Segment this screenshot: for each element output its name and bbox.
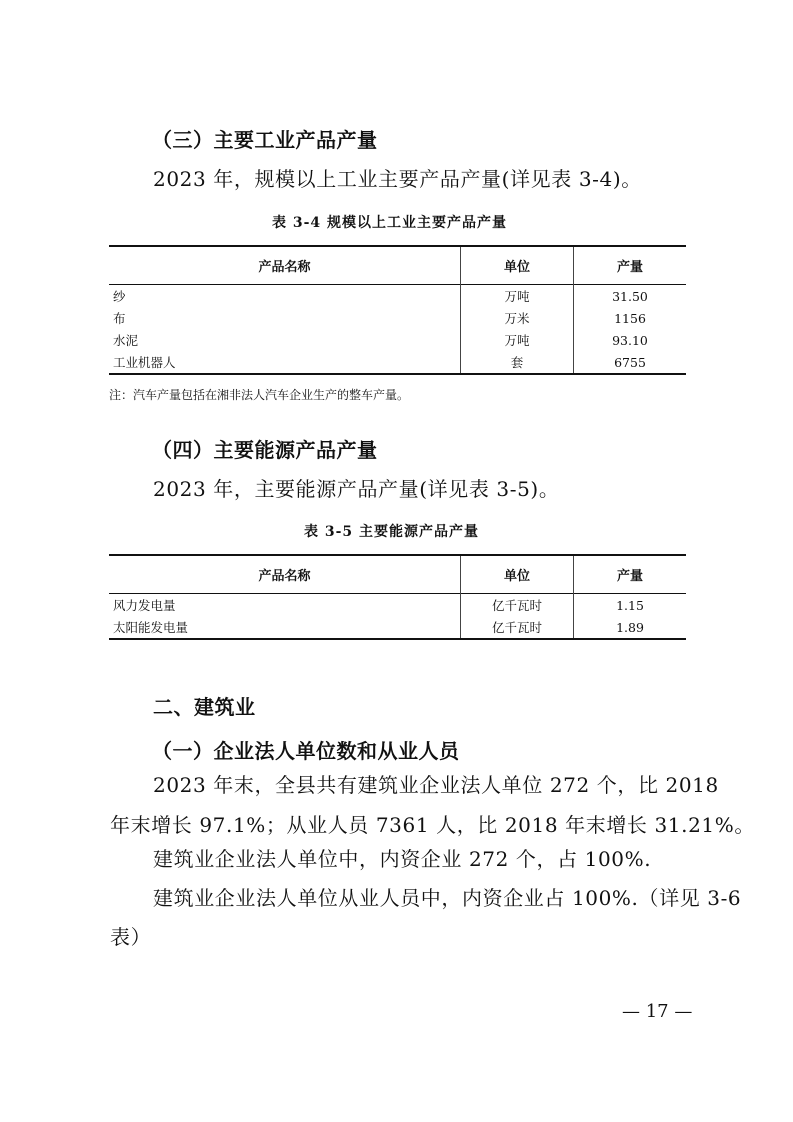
page-number: — 17 — bbox=[622, 1001, 693, 1022]
cell-output: 31.50 bbox=[612, 288, 648, 304]
cell-product-name: 布 bbox=[109, 307, 461, 329]
table-header-row bbox=[109, 555, 686, 594]
header-product-name: 产品名称 bbox=[109, 555, 461, 594]
table-row bbox=[109, 616, 686, 639]
construction-paragraph-3-line-1: 建筑业企业法人单位从业人员中，内资企业占 100%.（详见 3-6 bbox=[153, 886, 742, 910]
cell-product-name: 太阳能发电量 bbox=[109, 616, 461, 639]
table-row bbox=[109, 307, 686, 329]
energy-products-paragraph: 2023 年，主要能源产品产量(详见表 3-5)。 bbox=[153, 477, 560, 501]
part-heading-construction: 二、建筑业 bbox=[153, 695, 256, 719]
section-heading-enterprises-employees: （一）企业法人单位数和从业人员 bbox=[152, 739, 460, 763]
header-output: 产量 bbox=[616, 260, 643, 275]
cell-unit: 万米 bbox=[461, 307, 574, 329]
cell-product-name: 工业机器人 bbox=[109, 351, 461, 374]
cell-output: 1156 bbox=[614, 310, 646, 326]
table-header-row bbox=[109, 246, 686, 285]
construction-paragraph-3-line-2: 表） bbox=[110, 925, 152, 949]
construction-paragraph-2: 建筑业企业法人单位中，内资企业 272 个，占 100%. bbox=[153, 847, 652, 871]
construction-paragraph-1-line-1: 2023 年末，全县共有建筑业企业法人单位 272 个，比 2018 bbox=[153, 773, 719, 797]
cell-output: 93.10 bbox=[612, 332, 648, 348]
section-heading-energy-products: （四）主要能源产品产量 bbox=[152, 438, 378, 462]
cell-output: 6755 bbox=[614, 354, 646, 370]
table-3-4 bbox=[109, 245, 686, 375]
section-heading-industrial-products: （三）主要工业产品产量 bbox=[152, 128, 378, 152]
cell-unit: 亿千瓦时 bbox=[461, 594, 574, 617]
cell-output: 1.89 bbox=[616, 619, 644, 635]
table-row bbox=[109, 329, 686, 351]
header-product-name: 产品名称 bbox=[109, 246, 461, 285]
cell-unit: 万吨 bbox=[461, 285, 574, 308]
table-3-5-caption: 表 3-5 主要能源产品产量 bbox=[304, 524, 480, 540]
cell-product-name: 风力发电量 bbox=[109, 594, 461, 617]
construction-paragraph-1-line-2: 年末增长 97.1%；从业人员 7361 人，比 2018 年末增长 31.21%。 bbox=[110, 813, 755, 837]
table-row bbox=[109, 594, 686, 617]
cell-product-name: 水泥 bbox=[109, 329, 461, 351]
header-output: 产量 bbox=[616, 569, 643, 584]
header-unit: 单位 bbox=[461, 246, 574, 285]
cell-output: 1.15 bbox=[616, 597, 644, 613]
table-3-4-caption: 表 3-4 规模以上工业主要产品产量 bbox=[272, 215, 508, 231]
table-3-5 bbox=[109, 554, 686, 640]
cell-unit: 万吨 bbox=[461, 329, 574, 351]
cell-product-name: 纱 bbox=[109, 285, 461, 308]
table-row bbox=[109, 351, 686, 374]
industrial-products-paragraph: 2023 年，规模以上工业主要产品产量(详见表 3-4)。 bbox=[153, 167, 642, 191]
cell-unit: 亿千瓦时 bbox=[461, 616, 574, 639]
header-unit: 单位 bbox=[461, 555, 574, 594]
cell-unit: 套 bbox=[461, 351, 574, 374]
table-row bbox=[109, 285, 686, 308]
table-3-4-note: 注：汽车产量包括在湘非法人汽车企业生产的整车产量。 bbox=[109, 388, 410, 402]
